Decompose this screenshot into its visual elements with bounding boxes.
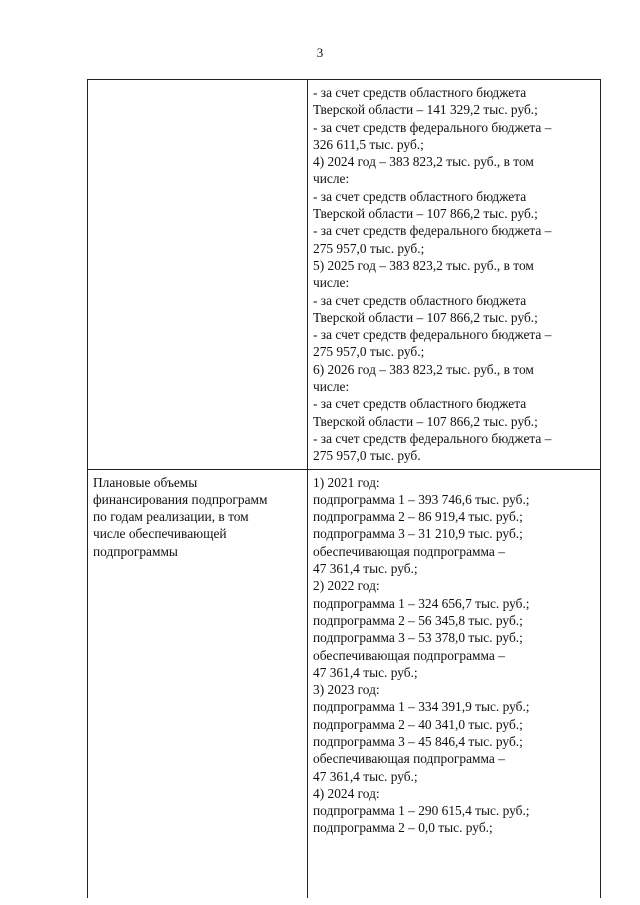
text-line: Плановые объемы [93, 474, 198, 490]
text-line: 47 361,4 тыс. руб.; [313, 664, 418, 680]
table-row [88, 469, 601, 898]
text-line: обеспечивающая подпрограмма – [313, 751, 505, 767]
text-line: - за счет средств областного бюджета [313, 188, 527, 204]
text-line: Тверской области – 107 866,2 тыс. руб.; [313, 206, 538, 222]
text-line: Тверской области – 141 329,2 тыс. руб.; [313, 102, 538, 118]
program-passport-table [87, 79, 601, 898]
text-line: подпрограмма 2 – 40 341,0 тыс. руб.; [313, 716, 523, 732]
text-line: 47 361,4 тыс. руб.; [313, 768, 418, 784]
row-1-left-cell [88, 80, 308, 470]
text-line: - за счет средств федерального бюджета – [313, 327, 552, 343]
text-line: по годам реализации, в том [93, 509, 249, 525]
text-line: подпрограмма 1 – 334 391,9 тыс. руб.; [313, 699, 530, 715]
text-line: - за счет средств областного бюджета [313, 85, 527, 100]
text-line: 326 611,5 тыс. руб.; [313, 136, 424, 152]
text-line: подпрограмма 2 – 56 345,8 тыс. руб.; [313, 612, 523, 628]
text-line: подпрограмма 3 – 53 378,0 тыс. руб.; [313, 630, 523, 646]
text-line: числе обеспечивающей [93, 526, 227, 542]
text-line: подпрограмма 2 – 0,0 тыс. руб.; [313, 820, 493, 836]
row-1-right-cell [308, 80, 601, 470]
text-line: - за счет средств федерального бюджета – [313, 430, 552, 446]
text-line: 4) 2024 год – 383 823,2 тыс. руб., в том [313, 154, 534, 170]
text-line: Тверской области – 107 866,2 тыс. руб.; [313, 413, 538, 429]
text-line: 275 957,0 тыс. руб.; [313, 240, 425, 256]
text-line: обеспечивающая подпрограмма – [313, 647, 505, 663]
row-2-right-cell [308, 469, 601, 898]
text-line: подпрограмма 1 – 393 746,6 тыс. руб.; [313, 491, 530, 507]
text-line: - за счет средств федерального бюджета – [313, 223, 552, 239]
row-2-left-cell [88, 469, 308, 898]
text-line: подпрограмма 3 – 45 846,4 тыс. руб.; [313, 733, 523, 749]
text-line: - за счет средств областного бюджета [313, 292, 527, 308]
table-row [88, 80, 601, 470]
text-line: 47 361,4 тыс. руб.; [313, 561, 418, 577]
text-line: обеспечивающая подпрограмма – [313, 543, 505, 559]
text-line: подпрограмма 2 – 86 919,4 тыс. руб.; [313, 509, 523, 525]
text-line: 4) 2024 год: [313, 785, 380, 801]
text-line: - за счет средств федерального бюджета – [313, 119, 552, 135]
text-line: 5) 2025 год – 383 823,2 тыс. руб., в том [313, 257, 534, 273]
text-line: подпрограмма 1 – 324 656,7 тыс. руб.; [313, 595, 530, 611]
text-line: Тверской области – 107 866,2 тыс. руб.; [313, 309, 538, 325]
text-line: числе: [313, 171, 350, 187]
text-line: подпрограммы [93, 543, 178, 559]
text-line: - за счет средств областного бюджета [313, 396, 527, 412]
text-line: 2) 2022 год: [313, 578, 380, 594]
text-line: 1) 2021 год: [313, 474, 380, 490]
text-line: числе: [313, 379, 350, 395]
text-line: 275 957,0 тыс. руб.; [313, 344, 425, 360]
page-number: 3 [316, 45, 324, 60]
text-line: 275 957,0 тыс. руб. [313, 448, 421, 464]
text-line: подпрограмма 3 – 31 210,9 тыс. руб.; [313, 526, 523, 542]
text-line: 6) 2026 год – 383 823,2 тыс. руб., в том [313, 361, 534, 377]
text-line: подпрограмма 1 – 290 615,4 тыс. руб.; [313, 803, 530, 819]
text-line: числе: [313, 275, 350, 291]
text-line: финансирования подпрограмм [93, 491, 268, 507]
text-line: 3) 2023 год: [313, 682, 380, 698]
